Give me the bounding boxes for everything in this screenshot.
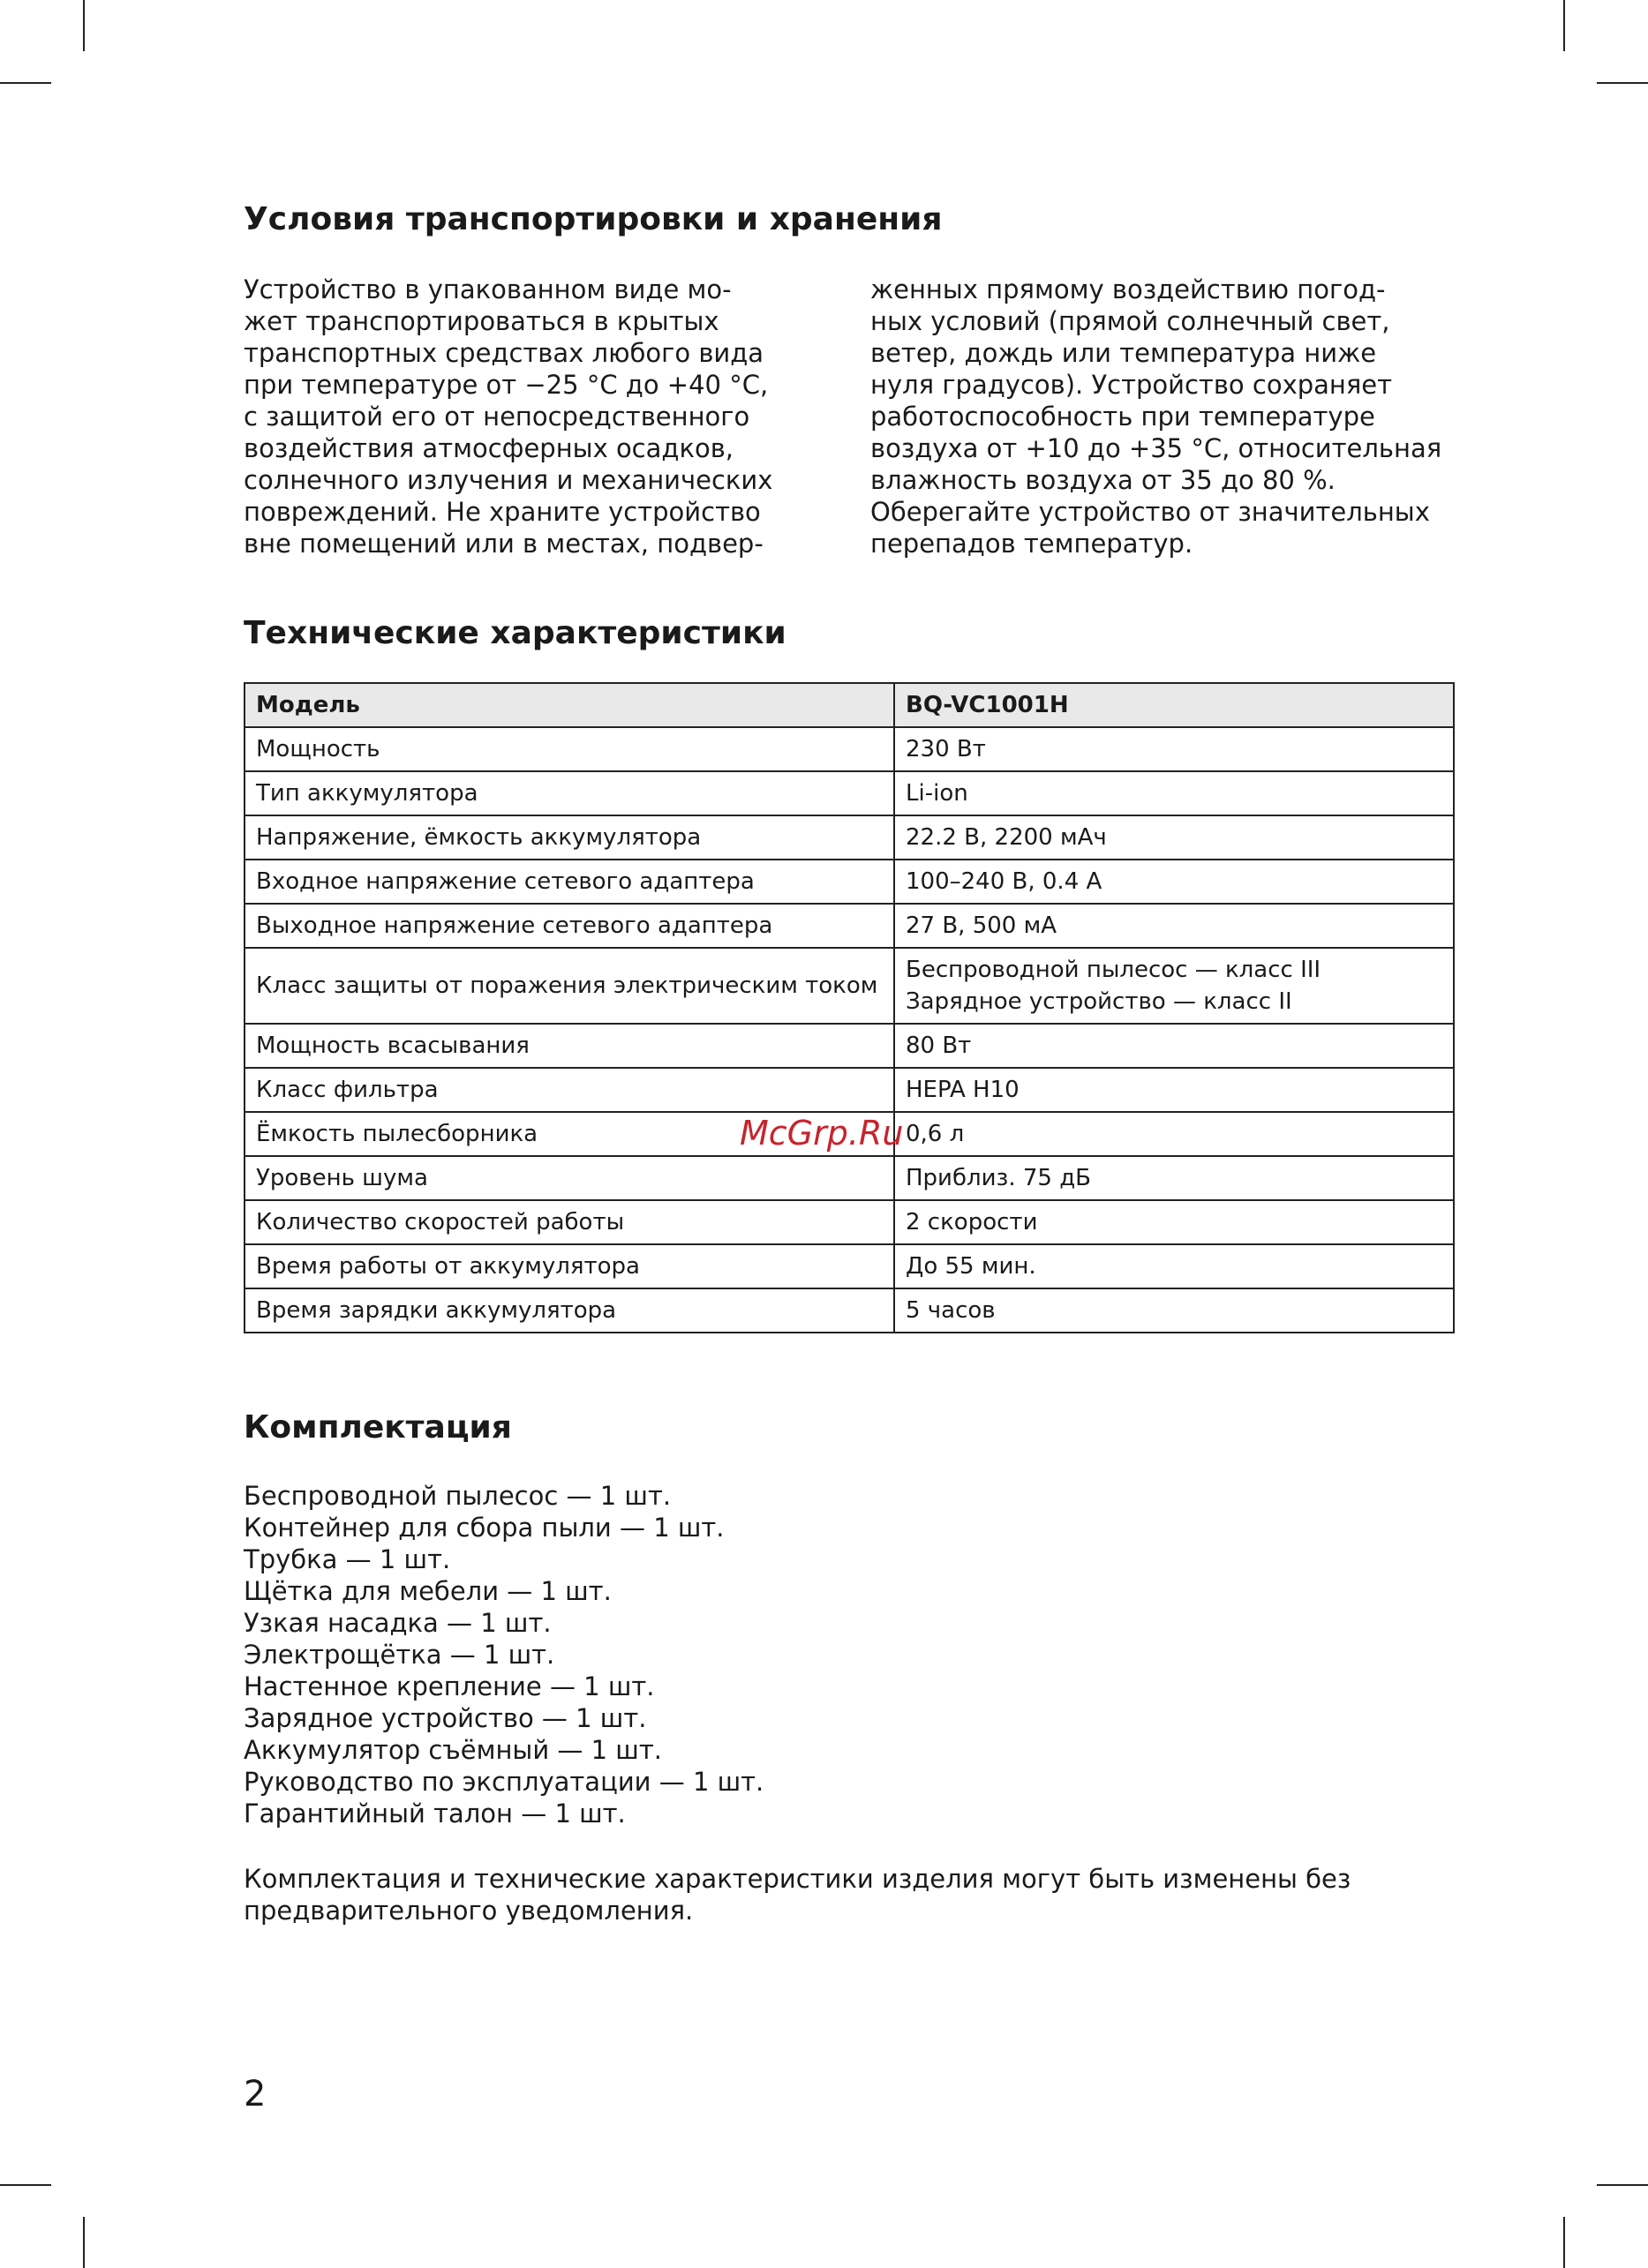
kit-note xyxy=(244,1863,1351,1926)
row-param: Тип аккумулятора xyxy=(245,771,894,815)
crop-mark xyxy=(1597,2184,1648,2186)
text-line: Оберегайте устройство от значительных xyxy=(870,497,1430,527)
row-value-line: Зарядное устройство — класс II xyxy=(906,988,1292,1015)
table-row xyxy=(245,904,1454,948)
table-row xyxy=(245,1068,1454,1112)
note-line: Комплектация и технические характеристики изделия могут быть изменены без xyxy=(244,1864,1351,1894)
row-value-line: Беспроводной пылесос — класс III xyxy=(906,957,1321,983)
text-line: женных прямому воздействию погод- xyxy=(870,274,1386,304)
crop-mark xyxy=(83,2217,85,2268)
row-value: 27 В, 500 мА xyxy=(894,904,1454,948)
row-param: Входное напряжение сетевого адаптера xyxy=(245,860,894,904)
text-line: перепадов температур. xyxy=(870,529,1193,559)
table-row xyxy=(245,948,1454,1024)
text-line: нуля градусов). Устройство сохраняет xyxy=(870,370,1393,400)
transport-text-col2 xyxy=(870,274,1441,559)
specs-table xyxy=(244,682,1455,1333)
page-number: 2 xyxy=(244,2074,267,2114)
row-param: Класс фильтра xyxy=(245,1068,894,1112)
crop-mark xyxy=(83,0,85,51)
table-header-value: BQ-VC1001H xyxy=(894,683,1454,727)
text-line: при температуре от −25 °C до +40 °C, xyxy=(244,370,769,400)
text-line: повреждений. Не храните устройство xyxy=(244,497,761,527)
crop-mark xyxy=(1563,2217,1565,2268)
text-line: жет транспортироваться в крытых xyxy=(244,306,719,336)
crop-mark xyxy=(0,82,51,84)
row-value: 0,6 л xyxy=(894,1112,1454,1156)
row-param: Мощность всасывания xyxy=(245,1024,894,1068)
row-param: Класс защиты от поражения электрическим током xyxy=(245,948,894,1024)
text-line: Устройство в упакованном виде мо- xyxy=(244,274,732,304)
row-param: Время зарядки аккумулятора xyxy=(245,1288,894,1333)
text-line: солнечного излучения и механических xyxy=(244,465,773,495)
row-value: До 55 мин. xyxy=(894,1244,1454,1288)
list-item: Аккумулятор съёмный — 1 шт. xyxy=(244,1735,662,1765)
table-row xyxy=(245,860,1454,904)
list-item: Руководство по эксплуатации — 1 шт. xyxy=(244,1767,764,1797)
row-value: 22.2 В, 2200 мАч xyxy=(894,815,1454,860)
text-line: воздуха от +10 до +35 °C, относительная xyxy=(870,433,1442,463)
text-line: с защитой его от непосредственного xyxy=(244,402,750,432)
row-param: Уровень шума xyxy=(245,1156,894,1200)
note-line: предварительного уведомления. xyxy=(244,1896,694,1926)
row-param: Ёмкость пылесборника xyxy=(245,1112,894,1156)
transport-heading: Условия транспортировки и хранения xyxy=(244,201,943,237)
table-row xyxy=(245,1200,1454,1244)
table-row xyxy=(245,1156,1454,1200)
table-row xyxy=(245,727,1454,771)
text-line: ных условий (прямой солнечный свет, xyxy=(870,306,1390,336)
text-line: влажность воздуха от 35 до 80 %. xyxy=(870,465,1336,495)
row-param: Напряжение, ёмкость аккумулятора xyxy=(245,815,894,860)
list-item: Щётка для мебели — 1 шт. xyxy=(244,1576,612,1606)
list-item: Беспроводной пылесос — 1 шт. xyxy=(244,1481,672,1511)
table-row xyxy=(245,1288,1454,1333)
table-row xyxy=(245,815,1454,860)
row-param: Количество скоростей работы xyxy=(245,1200,894,1244)
list-item: Настенное крепление — 1 шт. xyxy=(244,1671,655,1701)
row-value: HEPA H10 xyxy=(894,1068,1454,1112)
text-line: вне помещений или в местах, подвер- xyxy=(244,529,764,559)
transport-text-col1 xyxy=(244,274,772,559)
row-value: 2 скорости xyxy=(894,1200,1454,1244)
list-item: Контейнер для сбора пыли — 1 шт. xyxy=(244,1513,725,1543)
table-row xyxy=(245,1244,1454,1288)
crop-mark xyxy=(1563,0,1565,51)
row-value: Приблиз. 75 дБ xyxy=(894,1156,1454,1200)
list-item: Электрощётка — 1 шт. xyxy=(244,1640,555,1670)
watermark-text[interactable]: McGrp.Ru xyxy=(740,1114,904,1153)
row-value: 100–240 В, 0.4 А xyxy=(894,860,1454,904)
list-item: Зарядное устройство — 1 шт. xyxy=(244,1703,647,1733)
list-item: Узкая насадка — 1 шт. xyxy=(244,1608,552,1638)
row-value xyxy=(894,948,1454,1024)
table-row xyxy=(245,1024,1454,1068)
table-row xyxy=(245,771,1454,815)
row-param: Мощность xyxy=(245,727,894,771)
row-param: Выходное напряжение сетевого адаптера xyxy=(245,904,894,948)
row-value: 80 Вт xyxy=(894,1024,1454,1068)
text-line: работоспособность при температуре xyxy=(870,402,1375,432)
list-item: Гарантийный талон — 1 шт. xyxy=(244,1799,626,1829)
row-value: 5 часов xyxy=(894,1288,1454,1333)
crop-mark xyxy=(1597,82,1648,84)
text-line: воздействия атмосферных осадков, xyxy=(244,433,734,463)
text-line: ветер, дождь или температура ниже xyxy=(870,338,1377,368)
kit-list xyxy=(244,1480,764,1829)
row-value: 230 Вт xyxy=(894,727,1454,771)
list-item: Трубка — 1 шт. xyxy=(244,1544,451,1574)
table-header-param: Модель xyxy=(245,683,894,727)
kit-heading: Комплектация xyxy=(244,1409,512,1446)
specs-heading: Технические характеристики xyxy=(244,615,786,651)
table-header-row xyxy=(245,683,1454,727)
row-value: Li-ion xyxy=(894,771,1454,815)
crop-mark xyxy=(0,2184,51,2186)
text-line: транспортных средствах любого вида xyxy=(244,338,764,368)
row-param: Время работы от аккумулятора xyxy=(245,1244,894,1288)
